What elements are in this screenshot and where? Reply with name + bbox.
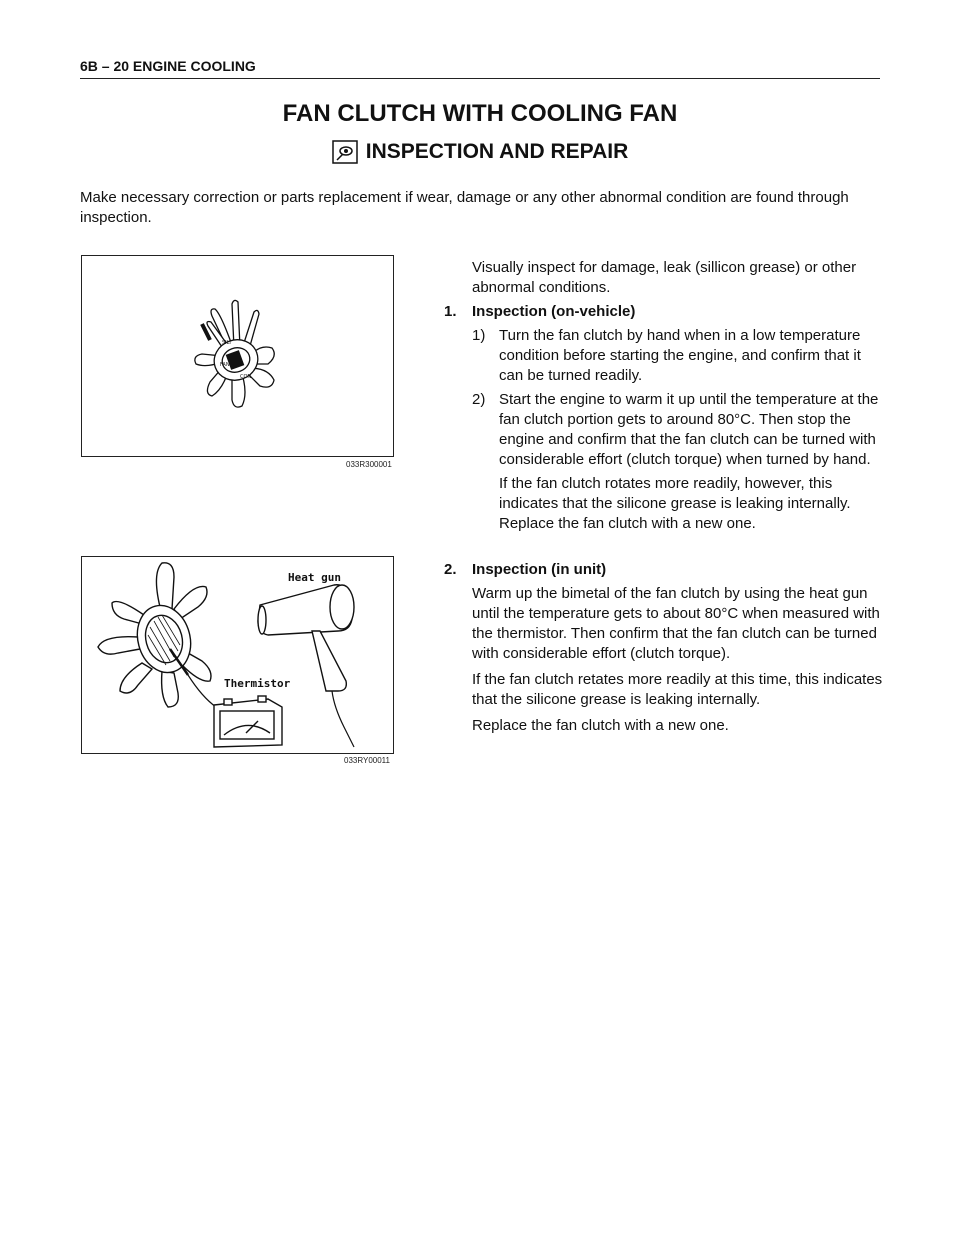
lead-paragraph: Visually inspect for damage, leak (sillicon grease) or other abnormal conditions.	[472, 259, 857, 296]
paragraph: Replace the fan clutch with a new one.	[472, 717, 729, 734]
fan-clutch-illustration	[82, 256, 393, 456]
svg-text:CON: CON	[240, 374, 252, 380]
heading-number: 2.	[444, 561, 457, 578]
step-number: 2)	[472, 391, 486, 408]
heat-gun-test-figure	[81, 556, 394, 754]
inspection-block-1	[444, 258, 884, 534]
heat-gun-label: Heat gun	[288, 571, 341, 584]
inspection-icon	[332, 140, 358, 164]
svg-text:SILI: SILI	[222, 340, 231, 346]
section-title-text: INSPECTION AND REPAIR	[365, 140, 629, 163]
page-header: 6B – 20 ENGINE COOLING	[80, 58, 880, 79]
figure1-code: 033R300001	[346, 460, 392, 469]
svg-text:FAN: FAN	[220, 362, 230, 368]
step-1	[444, 326, 884, 386]
step-number: 1)	[472, 327, 486, 344]
note-paragraph: If the fan clutch rotates more readily, however, this indicates that the silicone grease is leaking internally. Replace the fan clutch with a new one.	[499, 475, 851, 532]
heading-on-vehicle	[444, 302, 884, 322]
fan-clutch-figure	[81, 255, 394, 457]
paragraph: Warm up the bimetal of the fan clutch by using the heat gun until the temperature gets to about 80°C when measured with the thermistor. Then confirm that the fan clutch can be turned with considerable effort (clutch torque).	[472, 585, 880, 662]
paragraph: If the fan clutch retates more readily at this time, this indicates that the silicone grease is leaking internally.	[472, 671, 883, 708]
heading-text: Inspection (on-vehicle)	[472, 303, 636, 320]
heading-text: Inspection (in unit)	[472, 561, 607, 578]
heading-number: 1.	[444, 303, 457, 320]
page-title: FAN CLUTCH WITH COOLING FAN	[282, 100, 678, 127]
section-title	[0, 140, 960, 164]
heat-gun-test-illustration	[82, 557, 393, 753]
step-text: Turn the fan clutch by hand when in a low temperature condition before starting the engine, and confirm that it can be turned readily.	[499, 327, 861, 384]
intro-paragraph: Make necessary correction or parts replacement if wear, damage or any other abnormal condition are found through inspection.	[80, 189, 849, 226]
inspection-block-2	[444, 560, 884, 736]
step-2	[444, 390, 884, 470]
heading-in-unit	[444, 560, 884, 580]
step-text: Start the engine to warm it up until the temperature at the fan clutch portion gets to around 80°C. Then stop the engine and confirm that the fan clutch can be turned with considerable effort (clutch torque) when turned by hand.	[499, 391, 879, 468]
thermistor-label: Thermistor	[224, 677, 291, 690]
figure2-code: 033RY00011	[344, 756, 390, 765]
